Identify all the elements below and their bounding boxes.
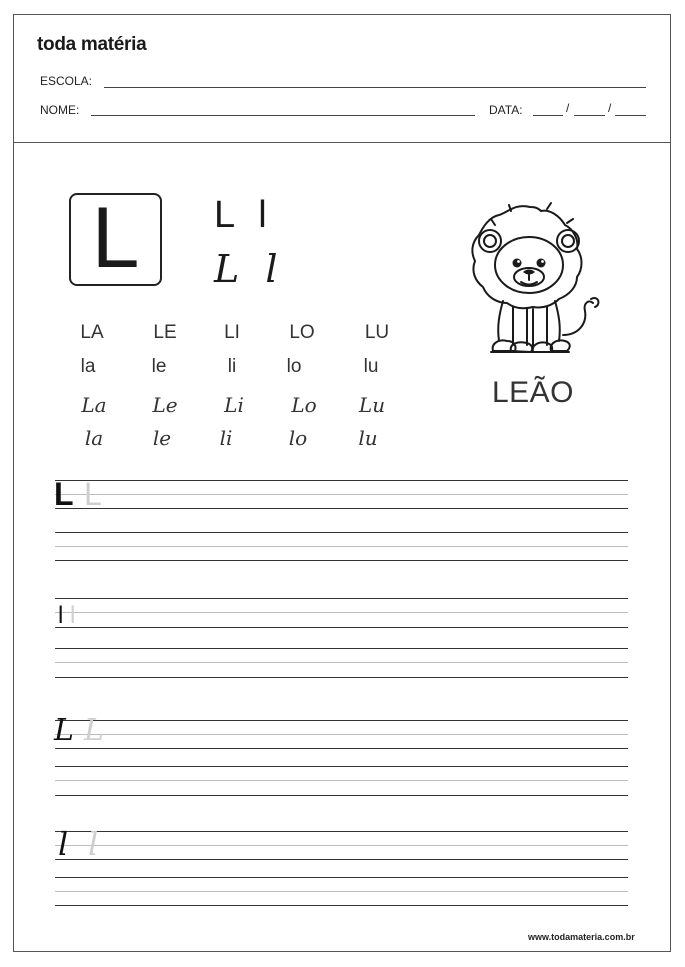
name-field[interactable] xyxy=(91,115,475,116)
guide-line xyxy=(55,612,628,613)
syllable-print-upper: LI xyxy=(224,322,240,343)
school-field[interactable] xyxy=(104,87,646,88)
syllable-script-cap: La xyxy=(81,393,107,417)
trace-letter: L xyxy=(84,476,102,512)
trace-letter: L xyxy=(84,713,104,748)
script-lower-letter: l xyxy=(265,247,278,291)
guide-line xyxy=(55,532,628,533)
print-lower-letter: l xyxy=(258,194,267,236)
syllable-script-lower: lo xyxy=(288,426,308,450)
illustration-word: LEÃO xyxy=(491,376,575,409)
header-divider xyxy=(13,142,671,143)
lion-illustration xyxy=(455,195,605,365)
syllable-print-lower: lu xyxy=(363,356,379,377)
syllable-script-cap: Lu xyxy=(358,393,386,417)
syllable-print-upper: LO xyxy=(289,322,315,343)
model-letter: l xyxy=(58,602,64,629)
guide-line xyxy=(55,831,628,832)
guide-line xyxy=(55,546,628,547)
guide-line xyxy=(55,877,628,878)
guide-line xyxy=(55,780,628,781)
guide-line xyxy=(55,598,628,599)
date-label: DATA: xyxy=(489,103,523,117)
guide-line xyxy=(55,494,628,495)
big-letter: L xyxy=(91,189,140,286)
date-month-field[interactable] xyxy=(574,115,605,116)
date-separator: / xyxy=(566,101,570,115)
syllable-print-lower: la xyxy=(80,356,96,377)
date-year-field[interactable] xyxy=(615,115,646,116)
guide-line xyxy=(55,677,628,678)
guide-line xyxy=(55,795,628,796)
guide-line xyxy=(55,648,628,649)
model-letter: L xyxy=(54,713,74,748)
guide-line xyxy=(55,891,628,892)
syllable-print-lower: lo xyxy=(286,356,302,377)
guide-line xyxy=(55,766,628,767)
syllable-print-lower: le xyxy=(151,356,167,377)
model-letter: L xyxy=(54,476,74,512)
syllable-script-cap: Li xyxy=(224,393,244,417)
guide-line xyxy=(55,560,628,561)
syllable-script-lower: lu xyxy=(358,426,378,450)
guide-line xyxy=(55,627,628,628)
footer-url[interactable]: www.todamateria.com.br xyxy=(528,932,635,942)
name-label: NOME: xyxy=(40,103,80,117)
guide-line xyxy=(55,734,628,735)
date-day-field[interactable] xyxy=(533,115,563,116)
big-letter-box xyxy=(69,189,162,286)
script-upper-letter: L xyxy=(214,247,240,291)
syllable-script-lower: la xyxy=(84,426,104,450)
print-letter-forms xyxy=(214,196,267,234)
date-separator: / xyxy=(608,101,612,115)
syllable-script-cap: Le xyxy=(152,393,178,417)
print-upper-letter: L xyxy=(214,194,234,236)
syllable-script-cap: Lo xyxy=(291,393,317,417)
brand-logo: toda matéria xyxy=(37,34,147,55)
script-letter-forms xyxy=(214,247,278,291)
syllable-print-lower: li xyxy=(227,356,237,377)
trace-letter: l xyxy=(70,602,76,629)
syllable-script-lower: le xyxy=(152,426,172,450)
guide-line xyxy=(55,859,628,860)
model-letter: l xyxy=(58,825,69,863)
syllable-print-upper: LU xyxy=(364,322,390,343)
guide-line xyxy=(55,905,628,906)
guide-line xyxy=(55,508,628,509)
guide-line xyxy=(55,845,628,846)
guide-line xyxy=(55,480,628,481)
worksheet-border xyxy=(13,14,671,952)
trace-letter: l xyxy=(88,825,99,863)
guide-line xyxy=(55,662,628,663)
syllable-print-upper: LA xyxy=(80,322,104,343)
syllable-script-lower: li xyxy=(219,426,233,450)
guide-line xyxy=(55,720,628,721)
guide-line xyxy=(55,748,628,749)
syllable-print-upper: LE xyxy=(153,322,177,343)
school-label: ESCOLA: xyxy=(40,74,93,88)
